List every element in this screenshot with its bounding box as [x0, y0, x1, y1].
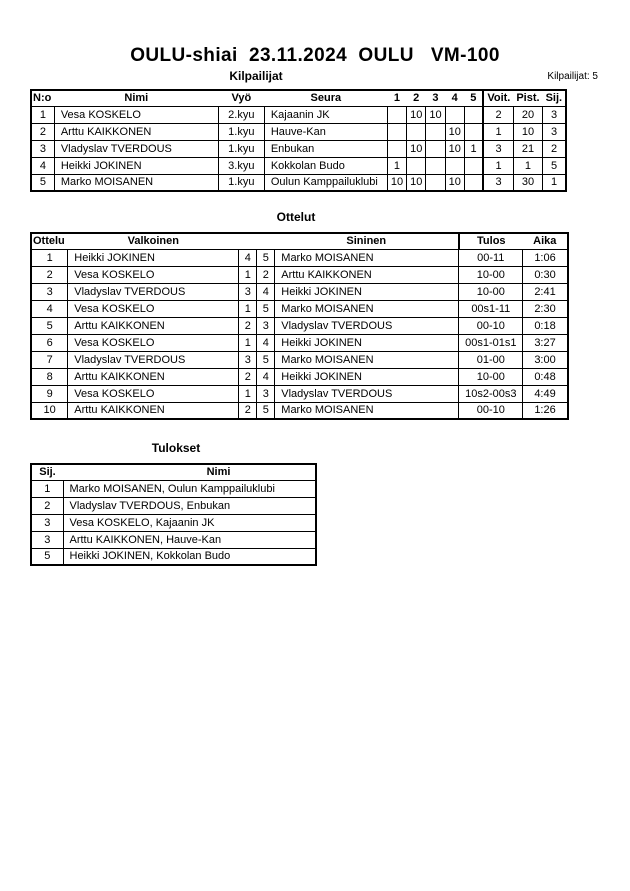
table-row	[31, 249, 568, 266]
table-cell: 3	[543, 123, 567, 140]
table-cell: Marko MOISANEN	[275, 351, 459, 368]
table-cell: 3:00	[523, 351, 568, 368]
table-cell: 1	[31, 480, 63, 497]
table-cell: 1	[239, 300, 257, 317]
table-cell: 2:30	[523, 300, 568, 317]
table-cell	[407, 157, 426, 174]
column-header: 2	[407, 90, 426, 106]
table-cell: 1	[513, 157, 542, 174]
table-cell: 2	[543, 140, 567, 157]
table-cell: 00-11	[459, 249, 523, 266]
table-cell: 0:48	[523, 368, 568, 385]
table-row	[31, 140, 566, 157]
table-cell: 10-00	[459, 368, 523, 385]
table-cell: 3	[483, 174, 513, 191]
table-cell: Vesa KOSKELO	[68, 300, 239, 317]
table-cell: 1:26	[523, 402, 568, 419]
table-cell	[464, 106, 483, 123]
table-cell: Oulun Kamppailuklubi	[264, 174, 387, 191]
table-cell: 1	[483, 123, 513, 140]
table-cell: 10-00	[459, 266, 523, 283]
table-cell	[445, 106, 464, 123]
table-cell: 10	[445, 140, 464, 157]
table-cell: 10-00	[459, 283, 523, 300]
table-cell: Kokkolan Budo	[264, 157, 387, 174]
table-cell: Marko MOISANEN, Oulun Kamppailuklubi	[63, 480, 316, 497]
table-cell: 30	[513, 174, 542, 191]
table-cell: 3	[31, 514, 63, 531]
table-cell: 00s1-01s1	[459, 334, 523, 351]
table-cell: Marko MOISANEN	[275, 249, 459, 266]
table-cell: 10	[445, 123, 464, 140]
table-cell: 10s2-00s3	[459, 385, 523, 402]
table-cell: 5	[543, 157, 567, 174]
table-cell: 4	[239, 249, 257, 266]
table-cell: 5	[31, 317, 68, 334]
table-cell: 2	[239, 402, 257, 419]
column-header: 5	[464, 90, 483, 106]
table-cell: 10	[445, 174, 464, 191]
column-header: Sij.	[31, 464, 63, 480]
table-cell: 2	[483, 106, 513, 123]
table-cell: 10	[407, 106, 426, 123]
table-cell: Marko MOISANEN	[275, 300, 459, 317]
table-cell: 10	[407, 140, 426, 157]
table-cell: Vesa KOSKELO	[68, 385, 239, 402]
table-cell: 1	[543, 174, 567, 191]
table-cell: 1.kyu	[218, 123, 264, 140]
table-cell: Kajaanin JK	[264, 106, 387, 123]
table-cell: 3	[31, 531, 63, 548]
table-header-row	[31, 233, 568, 249]
table-row	[31, 480, 316, 497]
table-cell: 10	[407, 174, 426, 191]
table-cell: 10	[513, 123, 542, 140]
table-cell: Arttu KAIKKONEN	[68, 368, 239, 385]
table-cell: 20	[513, 106, 542, 123]
table-cell: Vladyslav TVERDOUS	[68, 283, 239, 300]
table-cell: 10	[31, 402, 68, 419]
page-title: OULU-shiai 23.11.2024 OULU VM-100	[130, 45, 500, 66]
column-header: Tulos	[459, 233, 523, 249]
column-header: Pist.	[513, 90, 542, 106]
table-cell: 3	[543, 106, 567, 123]
table-cell: 2	[31, 266, 68, 283]
table-cell	[426, 174, 445, 191]
table-cell: 1	[239, 385, 257, 402]
column-header	[257, 233, 275, 249]
column-header: 1	[387, 90, 406, 106]
table-cell	[445, 157, 464, 174]
table-cell: 1	[31, 106, 54, 123]
table-header-row	[31, 464, 316, 480]
column-header: Seura	[264, 90, 387, 106]
table-row	[31, 334, 568, 351]
matches-table	[30, 232, 569, 420]
table-cell: 9	[31, 385, 68, 402]
table-row	[31, 402, 568, 419]
table-cell: Heikki JOKINEN	[54, 157, 218, 174]
table-cell	[426, 140, 445, 157]
table-row	[31, 548, 316, 565]
competitor-count-label: Kilpailijat: 5	[547, 71, 598, 82]
table-cell	[426, 157, 445, 174]
table-cell: 3	[483, 140, 513, 157]
table-cell: 1	[387, 157, 406, 174]
table-cell	[464, 157, 483, 174]
column-header: Voit.	[483, 90, 513, 106]
table-cell	[387, 106, 406, 123]
table-cell: 3	[31, 283, 68, 300]
table-cell: 4	[257, 334, 275, 351]
table-cell: 1.kyu	[218, 174, 264, 191]
table-cell: 2.kyu	[218, 106, 264, 123]
table-cell	[464, 123, 483, 140]
table-cell: 7	[31, 351, 68, 368]
table-cell: 1:06	[523, 249, 568, 266]
column-header: Sij.	[543, 90, 567, 106]
table-cell: Heikki JOKINEN	[275, 368, 459, 385]
table-cell: Heikki JOKINEN	[275, 334, 459, 351]
table-cell	[407, 123, 426, 140]
table-cell: 1	[239, 266, 257, 283]
table-cell: 00-10	[459, 317, 523, 334]
table-cell: 4	[257, 368, 275, 385]
table-cell: 4:49	[523, 385, 568, 402]
table-cell: 4	[31, 300, 68, 317]
table-cell: 01-00	[459, 351, 523, 368]
table-cell	[464, 174, 483, 191]
table-cell: 21	[513, 140, 542, 157]
table-cell: 0:18	[523, 317, 568, 334]
table-cell: Vesa KOSKELO, Kajaanin JK	[63, 514, 316, 531]
table-cell: Arttu KAIKKONEN	[54, 123, 218, 140]
table-cell: 00s1-11	[459, 300, 523, 317]
table-row	[31, 300, 568, 317]
table-cell: 2	[239, 368, 257, 385]
table-cell: 3	[239, 351, 257, 368]
table-cell: 8	[31, 368, 68, 385]
table-row	[31, 317, 568, 334]
table-cell: 5	[31, 174, 54, 191]
results-heading: Tulokset	[151, 441, 201, 455]
table-cell: 1	[464, 140, 483, 157]
table-cell: 5	[31, 548, 63, 565]
table-cell: Vladyslav TVERDOUS	[68, 351, 239, 368]
table-cell: 4	[31, 157, 54, 174]
column-header: 4	[445, 90, 464, 106]
table-cell: Arttu KAIKKONEN	[68, 402, 239, 419]
table-row	[31, 283, 568, 300]
table-cell: 2	[31, 497, 63, 514]
table-row	[31, 123, 566, 140]
table-row	[31, 497, 316, 514]
column-header: N:o	[31, 90, 54, 106]
table-cell: 1	[239, 334, 257, 351]
column-header: Sininen	[275, 233, 459, 249]
table-cell: 3	[31, 140, 54, 157]
column-header: Ottelu	[31, 233, 68, 249]
table-cell: 0:30	[523, 266, 568, 283]
table-cell: Arttu KAIKKONEN	[68, 317, 239, 334]
table-cell: Vesa KOSKELO	[68, 334, 239, 351]
column-header: 3	[426, 90, 445, 106]
table-cell: Marko MOISANEN	[54, 174, 218, 191]
table-cell: Enbukan	[264, 140, 387, 157]
column-header: Nimi	[54, 90, 218, 106]
table-cell: Arttu KAIKKONEN, Hauve-Kan	[63, 531, 316, 548]
table-cell: 3:27	[523, 334, 568, 351]
table-cell	[387, 140, 406, 157]
table-cell: Vladyslav TVERDOUS	[275, 317, 459, 334]
table-cell	[426, 123, 445, 140]
column-header: Aika	[523, 233, 568, 249]
table-cell: 5	[257, 402, 275, 419]
table-row	[31, 385, 568, 402]
table-cell: 10	[426, 106, 445, 123]
table-cell: 6	[31, 334, 68, 351]
table-row	[31, 106, 566, 123]
table-row	[31, 174, 566, 191]
table-row	[31, 514, 316, 531]
column-header: Valkoinen	[68, 233, 239, 249]
table-cell: 1.kyu	[218, 140, 264, 157]
table-cell: 4	[257, 283, 275, 300]
table-cell: Vladyslav TVERDOUS	[54, 140, 218, 157]
table-cell: Heikki JOKINEN, Kokkolan Budo	[63, 548, 316, 565]
table-cell: 00-10	[459, 402, 523, 419]
table-cell: Vladyslav TVERDOUS, Enbukan	[63, 497, 316, 514]
table-row	[31, 368, 568, 385]
table-row	[31, 266, 568, 283]
table-cell: 1	[483, 157, 513, 174]
table-cell: 3	[257, 385, 275, 402]
table-cell: 2	[257, 266, 275, 283]
table-cell: 10	[387, 174, 406, 191]
competitors-table	[30, 89, 567, 192]
table-cell: 3	[239, 283, 257, 300]
table-cell: 5	[257, 300, 275, 317]
competitors-heading: Kilpailijat	[229, 69, 283, 83]
table-cell: 3	[257, 317, 275, 334]
column-header	[239, 233, 257, 249]
table-cell: 5	[257, 351, 275, 368]
column-header: Vyö	[218, 90, 264, 106]
table-cell: 2	[239, 317, 257, 334]
table-cell: 1	[31, 249, 68, 266]
table-cell: Vladyslav TVERDOUS	[275, 385, 459, 402]
results-table	[30, 463, 317, 566]
column-header: Nimi	[63, 464, 316, 480]
table-cell: Heikki JOKINEN	[68, 249, 239, 266]
table-cell: 5	[257, 249, 275, 266]
table-cell: Vesa KOSKELO	[68, 266, 239, 283]
table-header-row	[31, 90, 566, 106]
table-row	[31, 351, 568, 368]
table-row	[31, 157, 566, 174]
table-cell: 2	[31, 123, 54, 140]
table-cell: Vesa KOSKELO	[54, 106, 218, 123]
table-cell: Hauve-Kan	[264, 123, 387, 140]
table-row	[31, 531, 316, 548]
table-cell: 3.kyu	[218, 157, 264, 174]
table-cell: Marko MOISANEN	[275, 402, 459, 419]
table-cell: Arttu KAIKKONEN	[275, 266, 459, 283]
matches-heading: Ottelut	[276, 210, 316, 224]
table-cell: 2:41	[523, 283, 568, 300]
table-cell	[387, 123, 406, 140]
table-cell: Heikki JOKINEN	[275, 283, 459, 300]
